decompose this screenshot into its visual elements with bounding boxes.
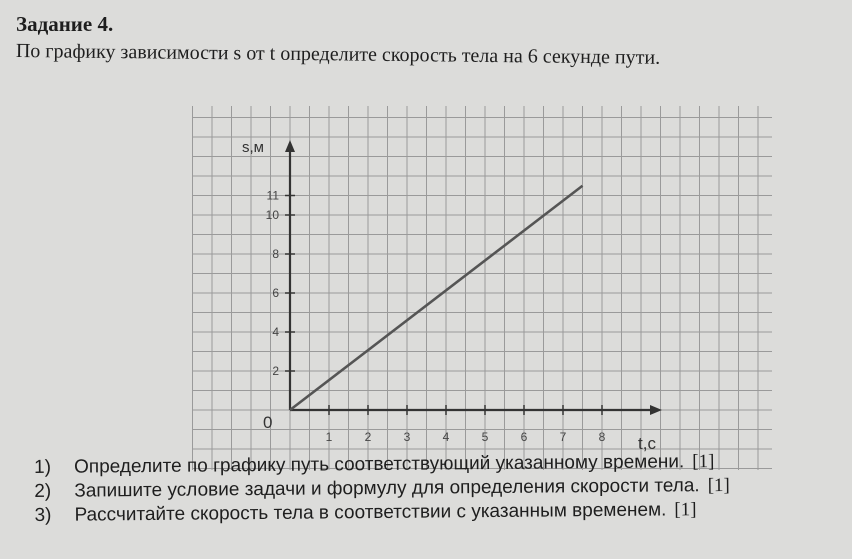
y-tick-label: 2 bbox=[272, 364, 279, 378]
question-points: [1] bbox=[692, 451, 715, 473]
question-text: Определите по графику путь соответствующий указанному времени. bbox=[74, 451, 685, 478]
y-tick-label: 11 bbox=[266, 188, 279, 203]
x-tick-label: 5 bbox=[481, 430, 489, 444]
x-tick-label: 8 bbox=[598, 430, 606, 444]
question-number: 3) bbox=[34, 504, 52, 526]
question-text: Рассчитайте скорость тела в соответствии с указанным временем. bbox=[74, 499, 667, 526]
x-tick-label: 1 bbox=[325, 430, 333, 444]
question-text: Запишите условие задачи и формулу для определения скорости тела. bbox=[74, 475, 700, 502]
x-axis-label: t,c bbox=[638, 434, 656, 453]
series-line bbox=[290, 186, 583, 410]
x-tick-label: 4 bbox=[442, 430, 450, 444]
question-points: [1] bbox=[707, 474, 730, 497]
question-points: [1] bbox=[674, 499, 697, 521]
x-tick-label: 7 bbox=[559, 430, 567, 444]
x-tick-label: 2 bbox=[364, 430, 372, 444]
y-axis-label: s,м bbox=[242, 139, 264, 156]
y-tick-label: 10 bbox=[265, 208, 279, 222]
y-axis-arrow bbox=[285, 140, 295, 152]
chart-series bbox=[290, 186, 583, 410]
y-tick-label: 6 bbox=[272, 286, 279, 300]
chart-axes bbox=[285, 140, 662, 415]
chart-grid bbox=[192, 106, 772, 473]
y-tick-label: 8 bbox=[272, 247, 279, 261]
task-title: Задание 4. bbox=[16, 12, 114, 36]
x-tick-label: 3 bbox=[403, 430, 411, 444]
question-number: 2) bbox=[34, 480, 52, 502]
question-list bbox=[34, 450, 730, 528]
x-tick-label: 6 bbox=[520, 430, 528, 444]
task-text: По графику зависимости s от t определите скорость тела на 6 секунде пути. bbox=[15, 40, 661, 69]
chart-ticks bbox=[266, 189, 606, 445]
origin-label: 0 bbox=[263, 413, 273, 432]
y-tick-label: 4 bbox=[272, 325, 279, 339]
question-number: 1) bbox=[34, 456, 52, 478]
